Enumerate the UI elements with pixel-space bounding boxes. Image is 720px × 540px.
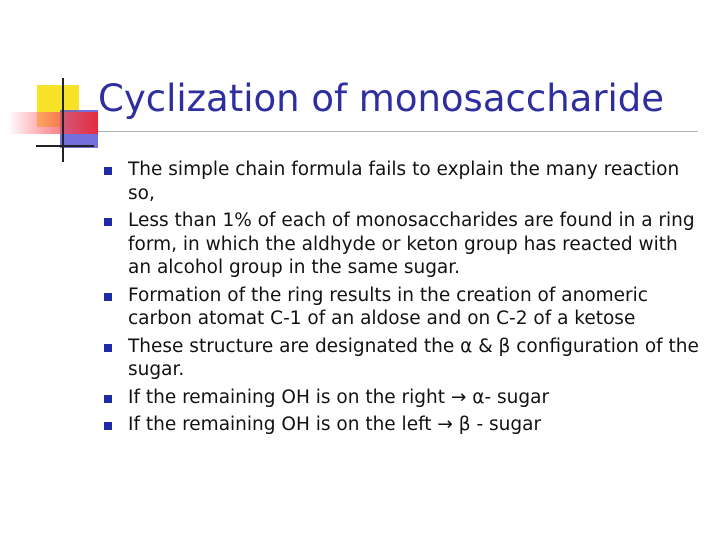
square-bullet-icon (104, 422, 112, 430)
bullet-list (104, 158, 704, 441)
bullet-item (104, 158, 704, 205)
bullet-text: If the remaining OH is on the right → α- sugar (128, 386, 550, 408)
square-bullet-icon (104, 218, 112, 226)
bullet-item (104, 284, 704, 331)
title-divider (98, 131, 698, 132)
bullet-item (104, 209, 704, 280)
square-bullet-icon (104, 167, 112, 175)
square-bullet-icon (104, 344, 112, 352)
bullet-item (104, 335, 704, 382)
bullet-text: Formation of the ring results in the creation of anomeric carbon atomat C-1 of an aldose and on C-2 of a ketose (128, 284, 648, 329)
square-bullet-icon (104, 395, 112, 403)
bullet-text: If the remaining OH is on the left → β - sugar (128, 414, 542, 435)
bullet-text: The simple chain formula fails to explain the many reaction so, (128, 159, 680, 204)
bullet-item (104, 413, 704, 437)
bullet-text: Less than 1% of each of monosaccharides are found in a ring form, in which the aldhyde or keton group has reacted with an alcohol group in the same sugar. (128, 210, 695, 278)
slide-title: Cyclization of monosaccharide (98, 77, 665, 120)
red-gradient-bar-shape (8, 112, 98, 134)
square-bullet-icon (104, 293, 112, 301)
vertical-line-shape (62, 78, 64, 162)
decorative-logo (0, 0, 110, 170)
bullet-item (104, 386, 704, 410)
bullet-text: These structure are designated the α & β configuration of the sugar. (128, 335, 699, 380)
horizontal-line-shape (36, 145, 94, 147)
